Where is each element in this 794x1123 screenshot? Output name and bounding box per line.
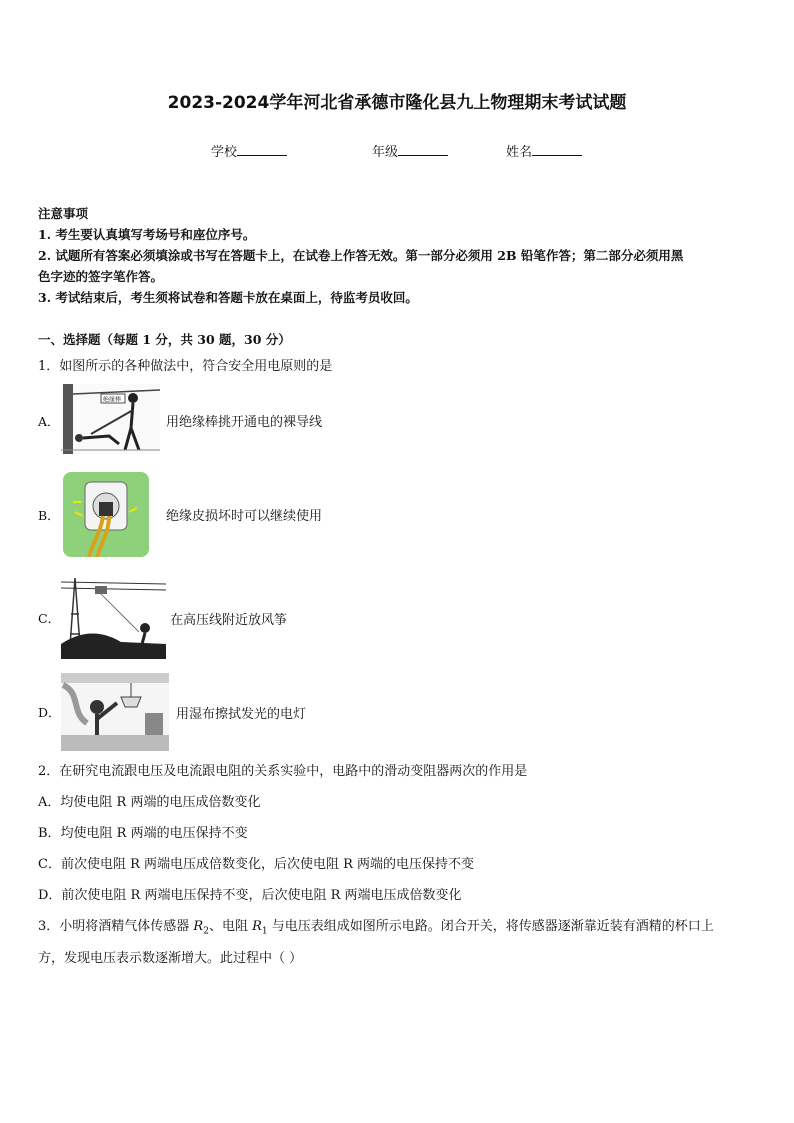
question-2-option-c: C．前次使电阻 R 两端电压成倍数变化，后次使电阻 R 两端的电压保持不变 — [38, 857, 475, 872]
question-3-line-1 — [38, 915, 714, 937]
option-a-sign-text: 绝缘棒 — [103, 396, 122, 404]
symbol-r1-sub: 1 — [261, 926, 268, 937]
question-2-stem: 2．在研究电流跟电压及电流跟电阻的关系实验中，电路中的滑动变阻器两次的作用是 — [38, 764, 528, 779]
symbol-r1: R — [252, 919, 262, 934]
notice-item-3: 3. 考试结束后，考生须将试卷和答题卡放在桌面上，待监考员收回。 — [38, 290, 418, 305]
question-2-option-b: B．均使电阻 R 两端的电压保持不变 — [38, 826, 248, 841]
school-blank[interactable] — [237, 143, 287, 156]
name-label: 姓名 — [506, 145, 533, 160]
page-title: 2023-2024学年河北省承德市隆化县九上物理期末考试试题 — [167, 93, 627, 113]
grade-field — [372, 141, 448, 160]
question-3-text-a: 3．小明将酒精气体传感器 — [38, 919, 194, 934]
grade-label: 年级 — [372, 145, 399, 160]
school-label: 学校 — [211, 145, 238, 160]
option-d-image — [61, 673, 169, 751]
notice-item-2-cont: 色字迹的签字笔作答。 — [38, 269, 164, 284]
question-2-option-a: A．均使电阻 R 两端的电压成倍数变化 — [38, 795, 261, 810]
question-1-stem: 1．如图所示的各种做法中，符合安全用电原则的是 — [38, 359, 333, 374]
grade-blank[interactable] — [398, 143, 448, 156]
notice-item-2: 2. 试题所有答案必须填涂或书写在答题卡上，在试卷上作答无效。第一部分必须用 2B 铅笔作答；第二部分必须用黑 — [38, 248, 684, 263]
question-2-option-d: D．前次使电阻 R 两端电压保持不变，后次使电阻 R 两端电压成倍数变化 — [38, 888, 462, 903]
symbol-r2-sub: 2 — [203, 926, 209, 937]
option-b-label: B． — [38, 508, 60, 523]
name-field — [506, 141, 582, 160]
section-heading: 一、选择题（每题 1 分，共 30 题，30 分） — [38, 332, 291, 347]
option-a-image — [61, 384, 160, 454]
option-b-text: 绝缘皮损坏时可以继续使用 — [166, 509, 323, 524]
question-3-text-b: 、电阻 — [208, 919, 253, 934]
option-c-label: C． — [38, 611, 61, 626]
symbol-r2: R — [193, 919, 204, 934]
option-c-image — [61, 574, 166, 659]
notice-heading: 注意事项 — [38, 206, 89, 221]
option-d-label: D． — [38, 705, 61, 720]
notice-item-1: 1. 考生要认真填写考场号和座位序号。 — [38, 227, 256, 242]
question-3-line-2: 方，发现电压表示数逐渐增大。此过程中（ ） — [38, 951, 303, 966]
school-field — [211, 141, 287, 160]
name-blank[interactable] — [532, 143, 582, 156]
option-a-text: 用绝缘棒挑开通电的裸导线 — [166, 415, 323, 430]
question-3-text-c: 与电压表组成如图所示电路。闭合开关，将传感器逐渐靠近装有酒精的杯口上 — [267, 919, 714, 934]
option-d-text: 用湿布擦拭发光的电灯 — [176, 707, 307, 722]
option-c-text: 在高压线附近放风筝 — [170, 613, 288, 628]
option-a-label: A． — [38, 414, 60, 429]
option-b-image — [63, 472, 149, 557]
